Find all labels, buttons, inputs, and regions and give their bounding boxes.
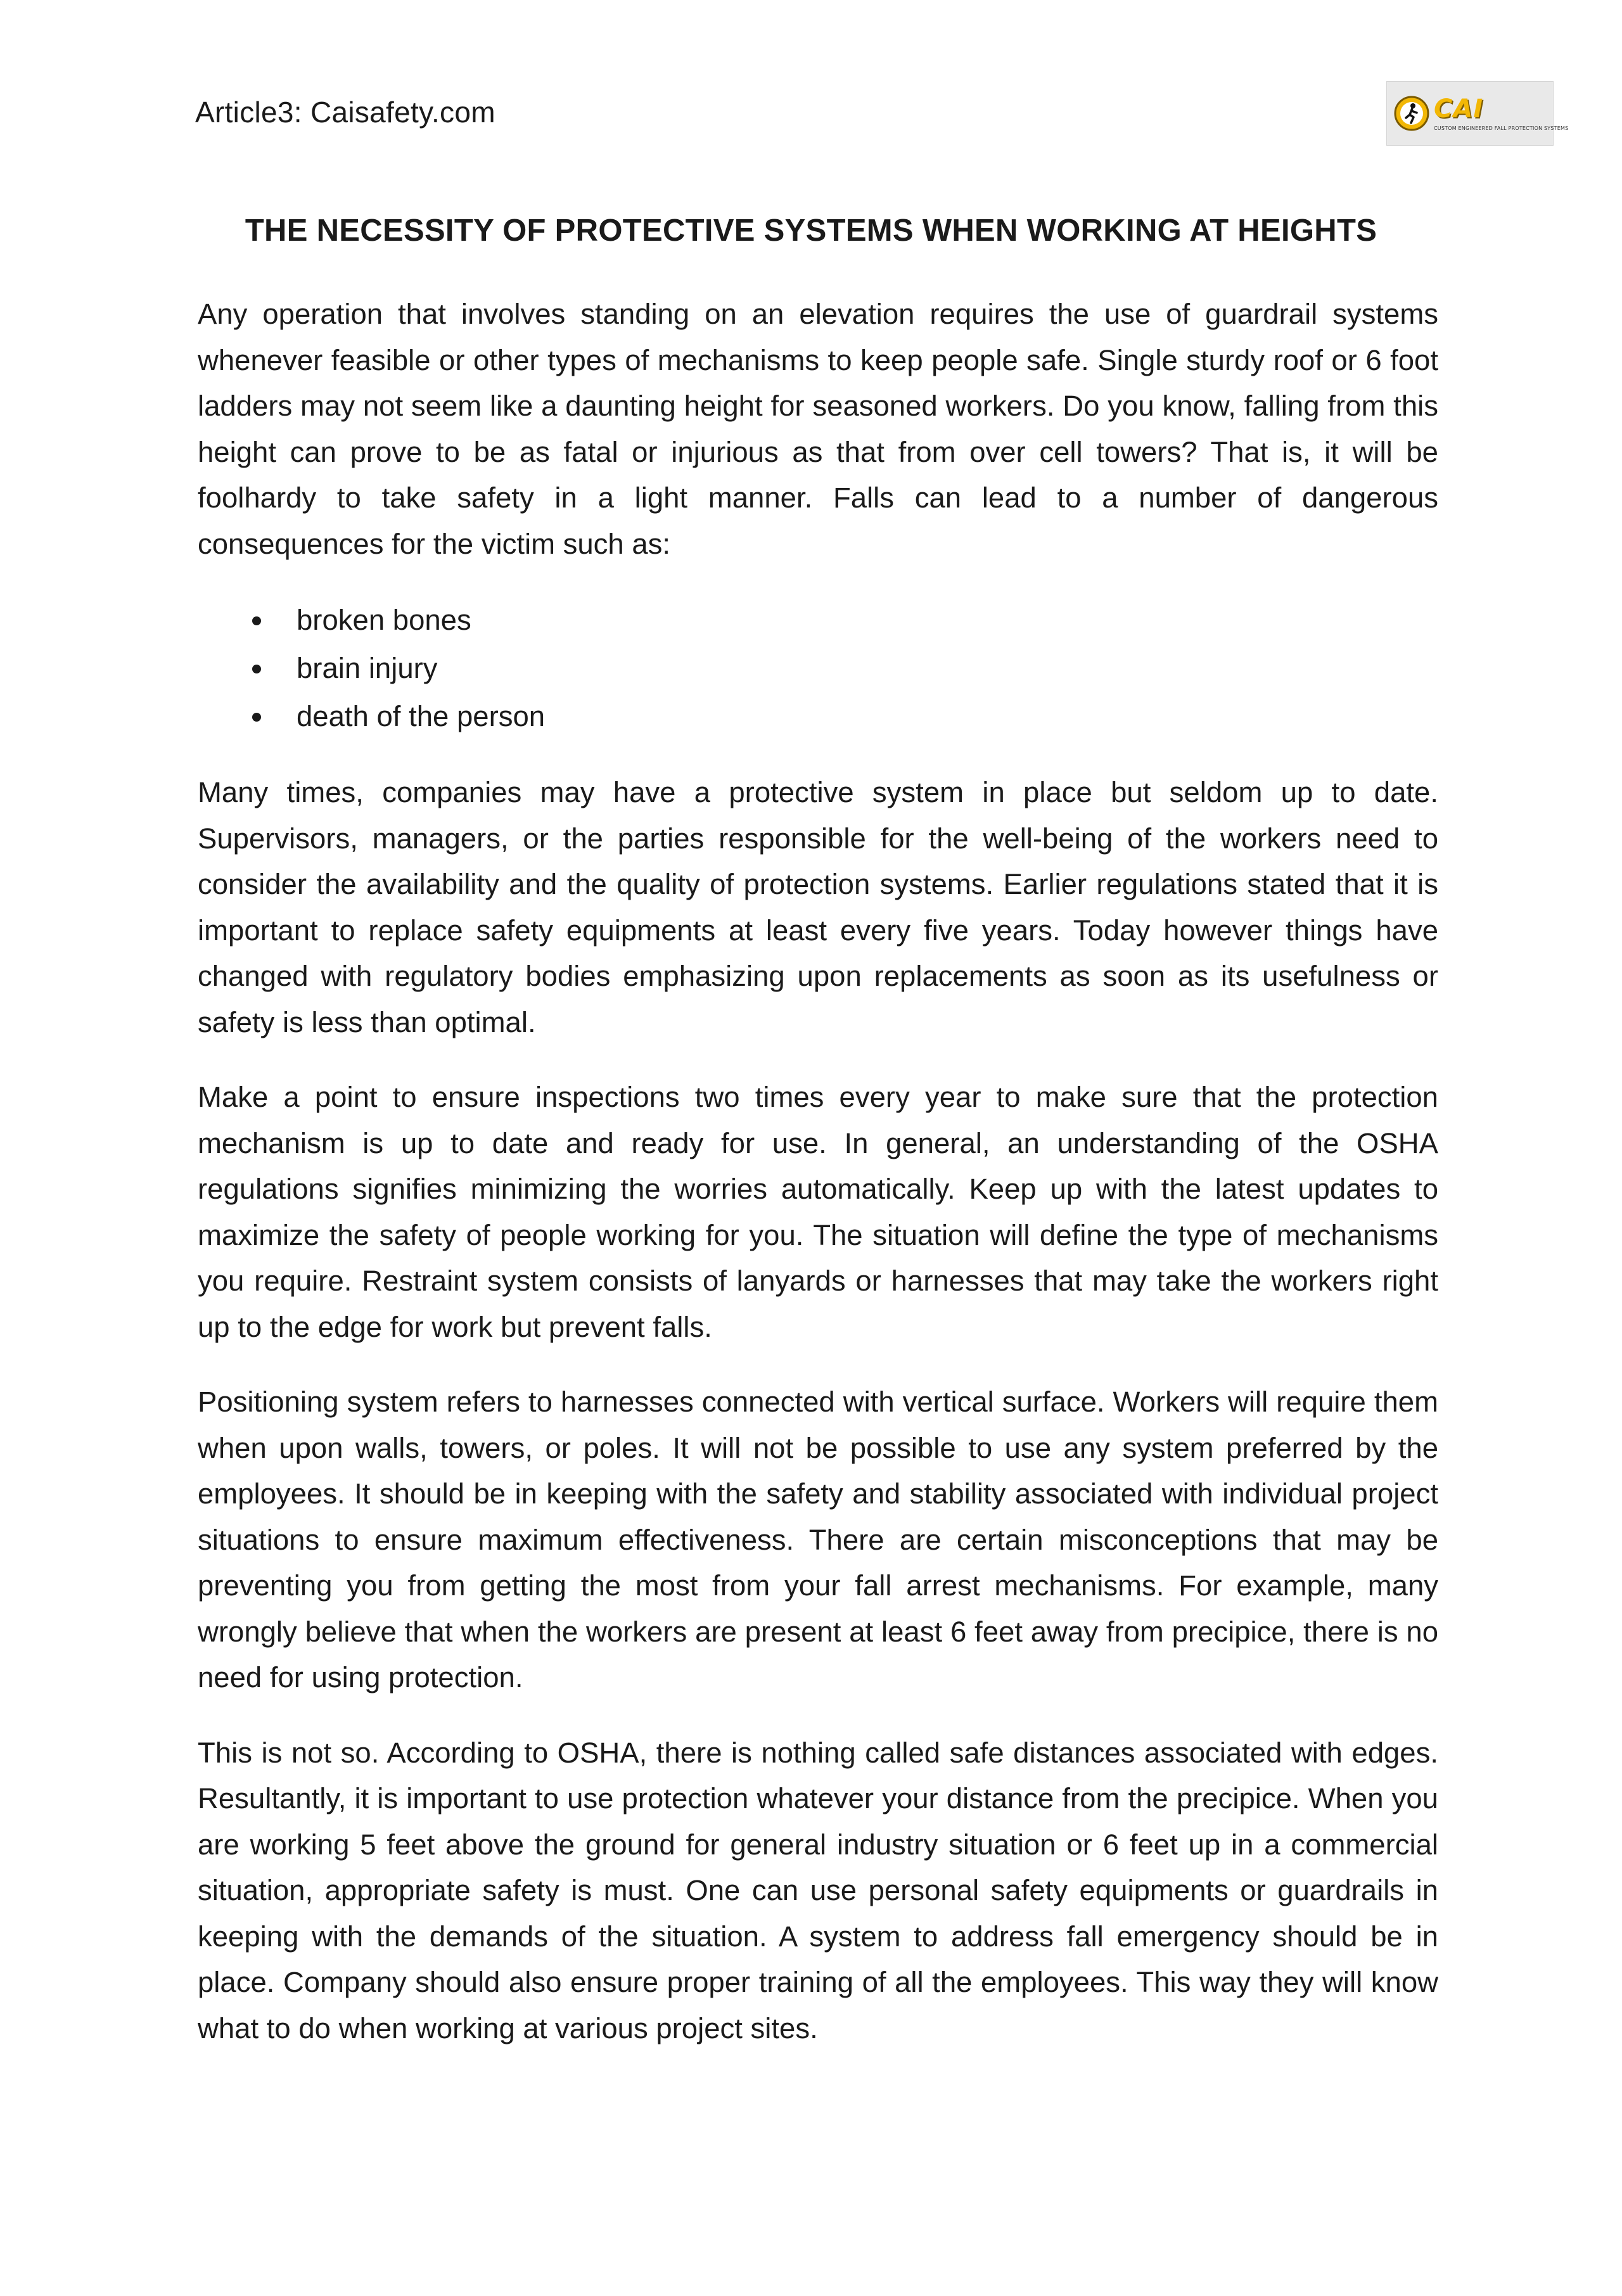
body-paragraph: Positioning system refers to harnesses connected with vertical surface. Workers will require them when upon walls, towers, or poles. It will not be possible to use any system preferred by the employees. It should be in keeping with the safety and stability associated with individual project situations to ensure maximum effectiveness. There are certain misconceptions that may be preventing you from getting the most from your fall arrest mechanisms. For example, many wrongly believe that when the workers are present at least 6 feet away from precipice, there is no need for using protection. — [198, 1386, 1438, 1693]
logo-wordmark: CAI — [1434, 94, 1484, 124]
list-item-text: death of the person — [297, 700, 546, 732]
logo-tagline: CUSTOM ENGINEERED FALL PROTECTION SYSTEMS — [1434, 125, 1569, 131]
source-label: Article3: Caisafety.com — [195, 96, 495, 129]
bullet-icon — [252, 665, 261, 673]
consequences-list — [198, 596, 1438, 741]
body-paragraph: This is not so. According to OSHA, there is nothing called safe distances associated with edges. Resultantly, it is important to use protection whatever your distance from the precipice. When you are working 5 feet above the ground for general industry situation or 6 feet up in a commercial situation, appropriate safety is must. One can use personal safety equipments or guardrails in keeping with the demands of the situation. A system to address fall emergency should be in place. Company should also ensure proper training of all the employees. This way they will know what to do when working at various project sites. — [198, 1736, 1438, 2044]
article-title: THE NECESSITY OF PROTECTIVE SYSTEMS WHEN WORKING AT HEIGHTS — [245, 214, 1377, 248]
body-paragraph: Many times, companies may have a protective system in place but seldom up to date. Supervisors, managers, or the parties responsible for the well-being of the workers need to consider the availability and the quality of protection systems. Earlier regulations stated that it is important to replace safety equipments at least every five years. Today however things have changed with regulatory bodies emphasizing upon replacements as soon as its usefulness or safety is less than optimal. — [198, 776, 1438, 1038]
intro-paragraph: Any operation that involves standing on an elevation requires the use of guardrail systems whenever feasible or other types of mechanisms to keep people safe. Single sturdy roof or 6 foot ladders may not seem like a daunting height for seasoned workers. Do you know, falling from this height can prove to be as fatal or injurious as that from over cell towers? That is, it will be foolhardy to take safety in a light manner. Falls can lead to a number of dangerous consequences for the victim such as: — [198, 298, 1438, 560]
list-item — [198, 644, 1438, 692]
bullet-icon — [252, 713, 261, 722]
company-logo — [1386, 81, 1569, 146]
list-item-text: broken bones — [297, 604, 471, 636]
list-item — [198, 596, 1438, 644]
article-body — [198, 291, 1438, 2081]
bullet-icon — [252, 616, 261, 625]
logo-text — [1434, 96, 1568, 131]
climber-icon — [1393, 95, 1430, 132]
list-item — [198, 692, 1438, 741]
body-paragraph: Make a point to ensure inspections two times every year to make sure that the protection mechanism is up to date and ready for use. In general, an understanding of the OSHA regulations signifies minimizing the worries automatically. Keep up with the latest updates to maximize the safety of people working for you. The situation will define the type of mechanisms you require. Restraint system consists of lanyards or harnesses that may take the workers right up to the edge for work but prevent falls. — [198, 1081, 1438, 1343]
list-item-text: brain injury — [297, 652, 438, 684]
